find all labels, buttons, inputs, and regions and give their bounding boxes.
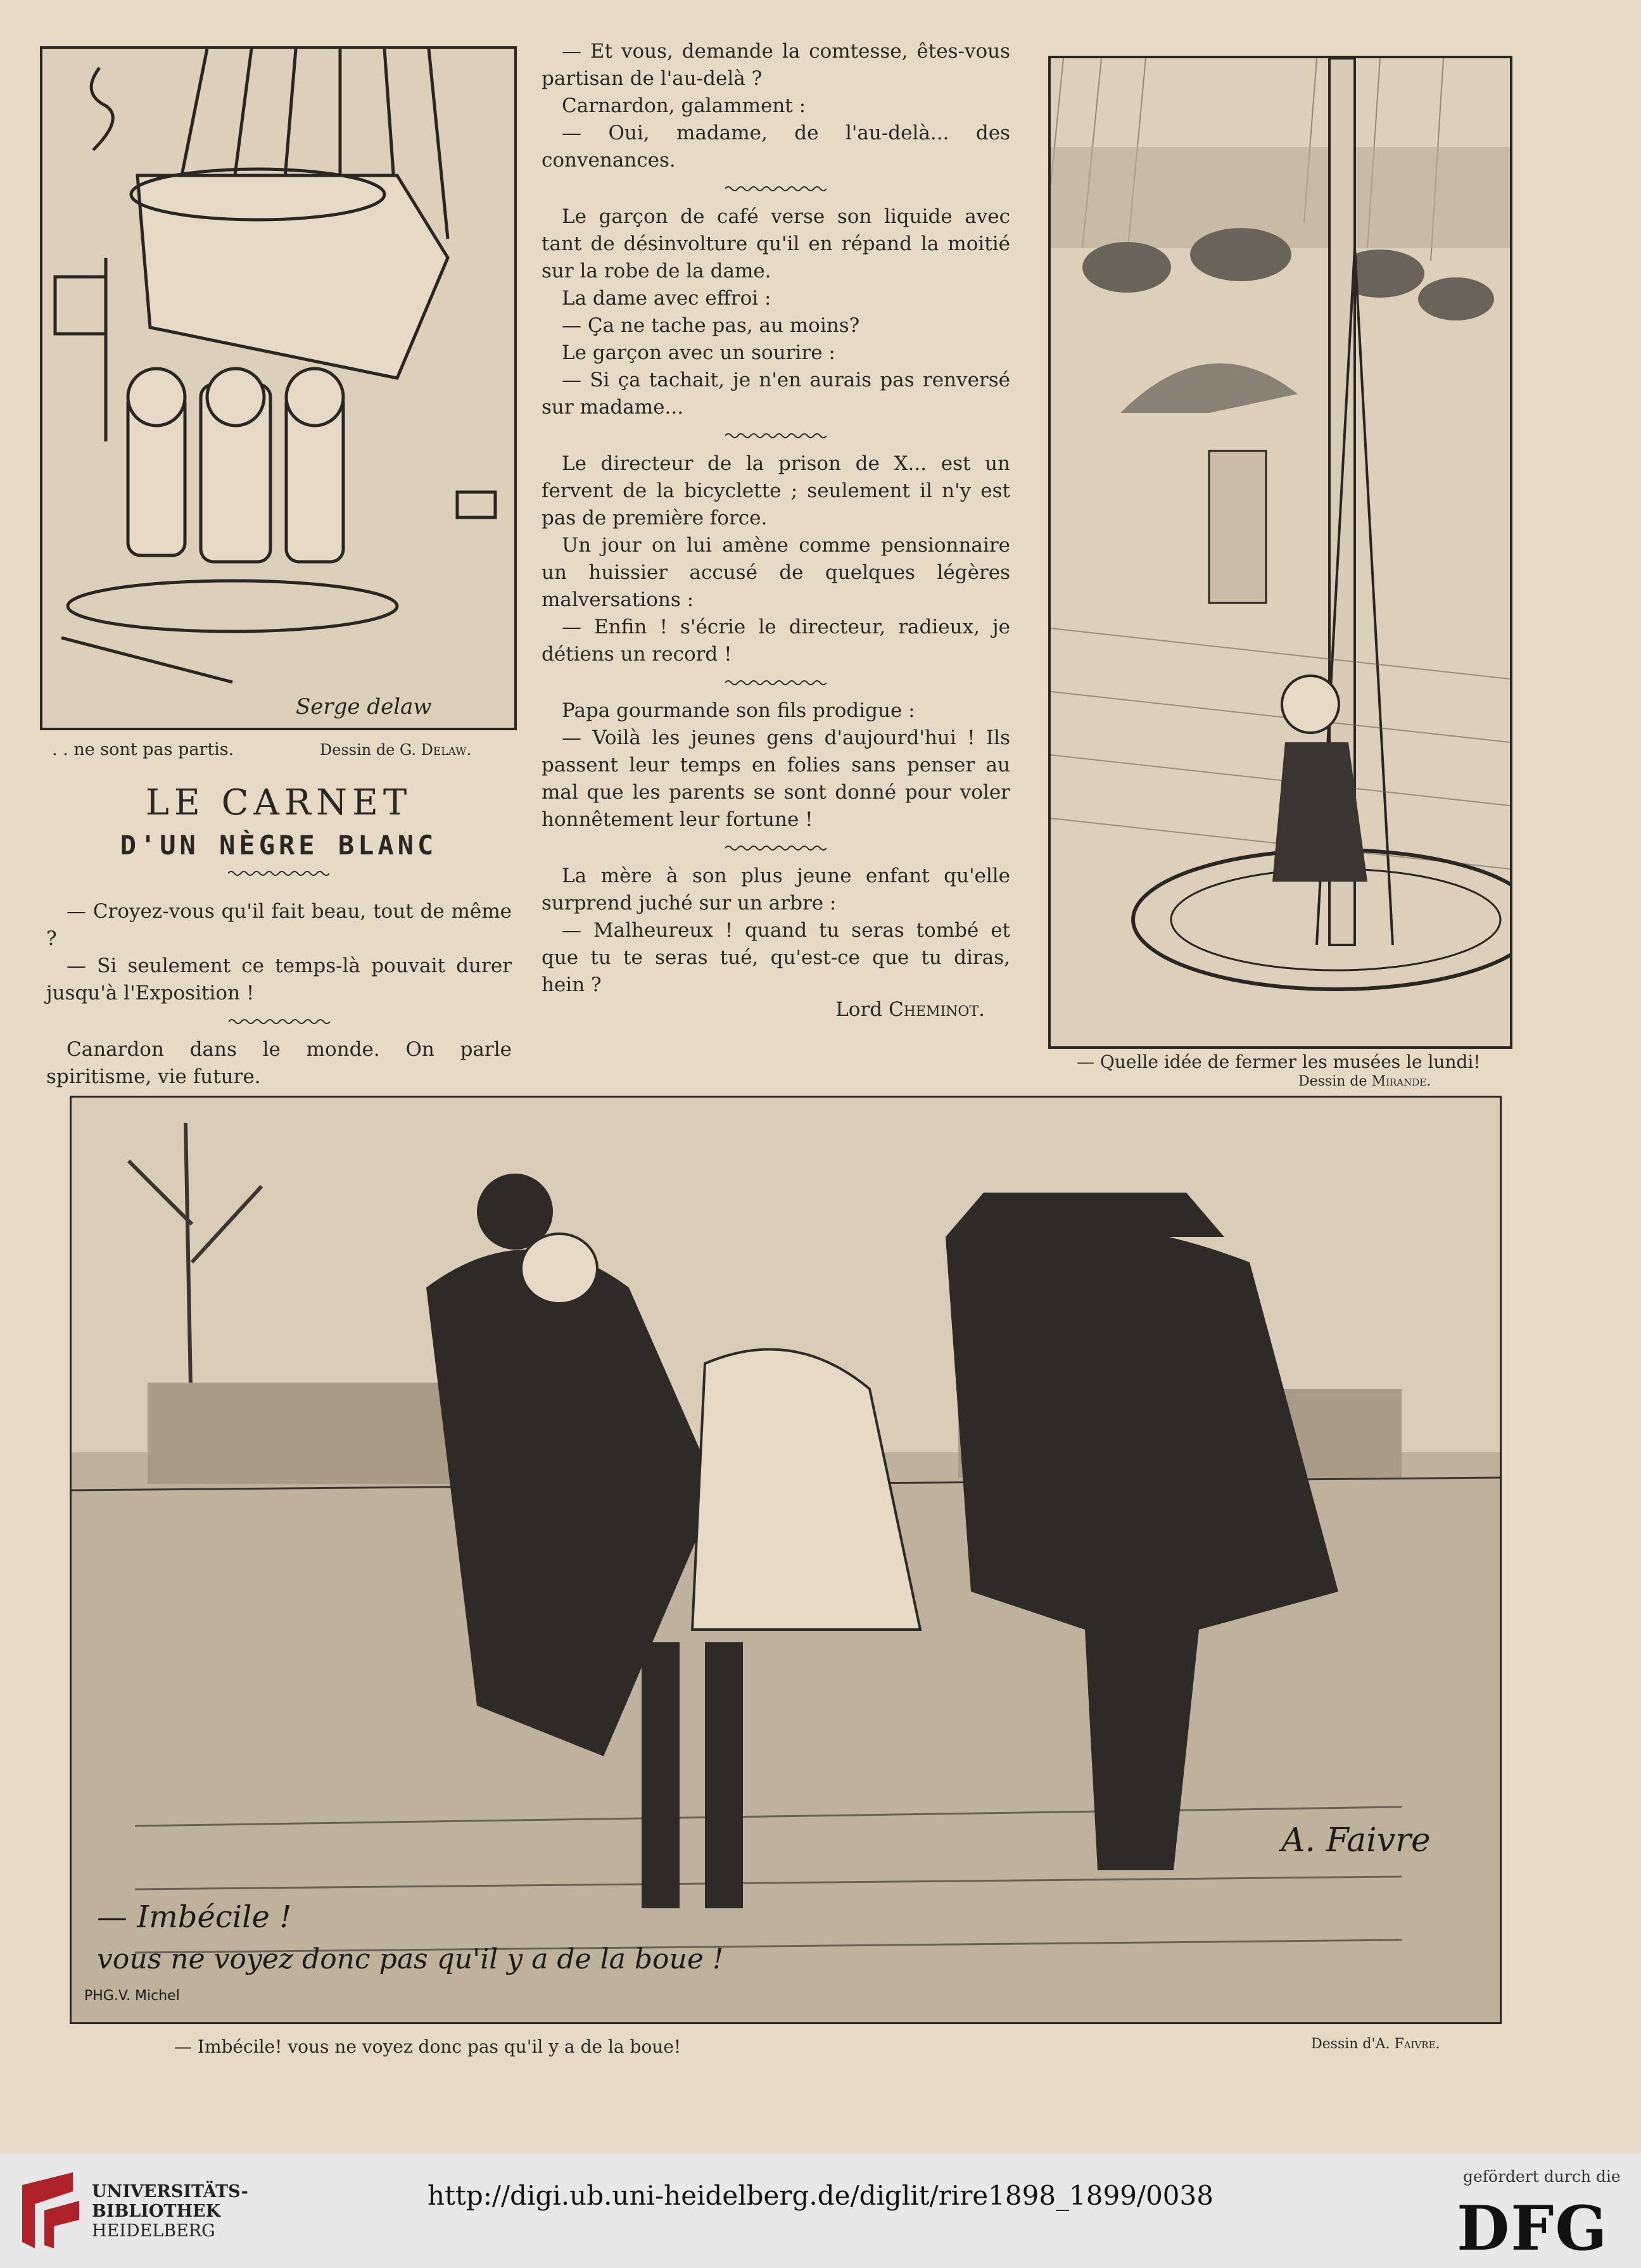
photo-credit: PHG.V. Michel [84, 1988, 180, 2004]
mud-credit [1311, 2036, 1440, 2053]
rain-credit-name: Mirande. [1371, 1074, 1431, 1089]
section5-line: La mère à son plus jeune enfant qu'elle surprend juché sur un arbre : [542, 865, 1010, 915]
mud-signature: A. Faivre [1281, 1821, 1431, 1859]
left-paragraph: — Croyez-vous qu'il fait beau, tout de même ? [46, 900, 512, 950]
soldiers-credit [320, 741, 471, 759]
soldiers-credit-prefix: Dessin de [320, 741, 395, 759]
left-paragraph: Canardon dans le monde. On parle spiritisme, vie future. [46, 1038, 512, 1088]
rain-street-drawing [1051, 58, 1510, 1046]
section4-line: Papa gourmande son fils prodigue : [562, 699, 915, 722]
section2-line: — Ça ne tache pas, au moins? [562, 314, 860, 337]
mud-credit-prefix: Dessin d' [1311, 2036, 1376, 2052]
illustration-mud-scene [70, 1096, 1502, 2024]
article-middle-column [542, 38, 1010, 1023]
soldiers-drawing [42, 49, 514, 728]
article-left-column [46, 898, 512, 1091]
funding-label: gefördert durch die [1463, 2167, 1621, 2186]
section4-line: — Voilà les jeunes gens d'aujourd'hui ! Ils passent leur temps en folies sans penser au mal que les parents se sont donné pour voler honnêtement leur fortune ! [542, 726, 1010, 831]
title-separator [228, 869, 329, 878]
article-subtitle: D'UN NÈGRE BLANC [120, 830, 438, 861]
soldiers-signature: Serge delaw [296, 694, 432, 719]
illustration-soldiers [40, 46, 517, 730]
middle-separator [725, 844, 827, 852]
section2-line: — Si ça tachait, je n'en aurais pas renversé sur madame... [542, 369, 1010, 419]
author-prefix: Lord [835, 998, 883, 1021]
library-line-1: UNIVERSITÄTS- [92, 2182, 248, 2201]
section3-line: — Enfin ! s'écrie le directeur, radieux, je détiens un record ! [542, 616, 1010, 666]
document-url[interactable]: http://digi.ub.uni-heidelberg.de/diglit/rire1898_1899/0038 [428, 2180, 1213, 2211]
mud-caption: — Imbécile! vous ne voyez donc pas qu'il y a de la boue! [174, 2036, 681, 2057]
section1-line: — Et vous, demande la comtesse, êtes-vous partisan de l'au-delà ? [542, 40, 1010, 90]
soldiers-credit-name: G. Delaw. [400, 741, 472, 759]
left-paragraph: — Si seulement ce temps-là pouvait durer jusqu'à l'Exposition ! [46, 954, 512, 1004]
rain-caption: — Quelle idée de fermer les musées le lundi! [1077, 1051, 1481, 1072]
article-author [542, 996, 1010, 1023]
middle-separator [725, 184, 827, 193]
section2-line: Le garçon de café verse son liquide avec tant de désinvolture qu'il en répand la moitié sur la robe de la dame. [542, 205, 1010, 282]
library-line-3: HEIDELBERG [92, 2221, 215, 2241]
mud-credit-name: A. Faivre. [1375, 2036, 1440, 2052]
section1-line: Carnardon, galamment : [562, 94, 806, 117]
section3-line: Le directeur de la prison de X... est un fervent de la bicyclette ; seulement il n'y est pas de première force. [542, 452, 1010, 529]
section1-line: — Oui, madame, de l'au-delà... des convenances. [542, 122, 1010, 172]
soldiers-caption-text: . . ne sont pas partis. [52, 740, 234, 759]
illustration-rain-street [1048, 56, 1512, 1049]
soldiers-caption [52, 740, 234, 760]
section3-line: Un jour on lui amène comme pensionnaire un huissier accusé de quelques légères malversations : [542, 534, 1010, 611]
library-line-2: BIBLIOTHEK [92, 2201, 221, 2221]
handwritten-line-2: vous ne voyez donc pas qu'il y a de la boue ! [97, 1943, 724, 1975]
rain-credit-prefix: Dessin de [1298, 1074, 1367, 1089]
section2-line: Le garçon avec un sourire : [562, 341, 835, 364]
section2-line: La dame avec effroi : [562, 287, 771, 310]
middle-separator [725, 431, 827, 440]
author-name: Cheminot. [889, 998, 985, 1021]
left-separator [229, 1017, 330, 1026]
rain-credit [1298, 1074, 1431, 1090]
article-title: LE CARNET [145, 782, 412, 823]
dfg-logo: DFG [1457, 2193, 1609, 2264]
middle-separator [725, 678, 827, 687]
mud-scene-drawing [72, 1098, 1500, 2022]
section5-line: — Malheureux ! quand tu seras tombé et que tu te seras tué, qu'est-ce que tu diras, hein ? [542, 919, 1010, 996]
handwritten-line-1: — Imbécile ! [97, 1899, 292, 1935]
